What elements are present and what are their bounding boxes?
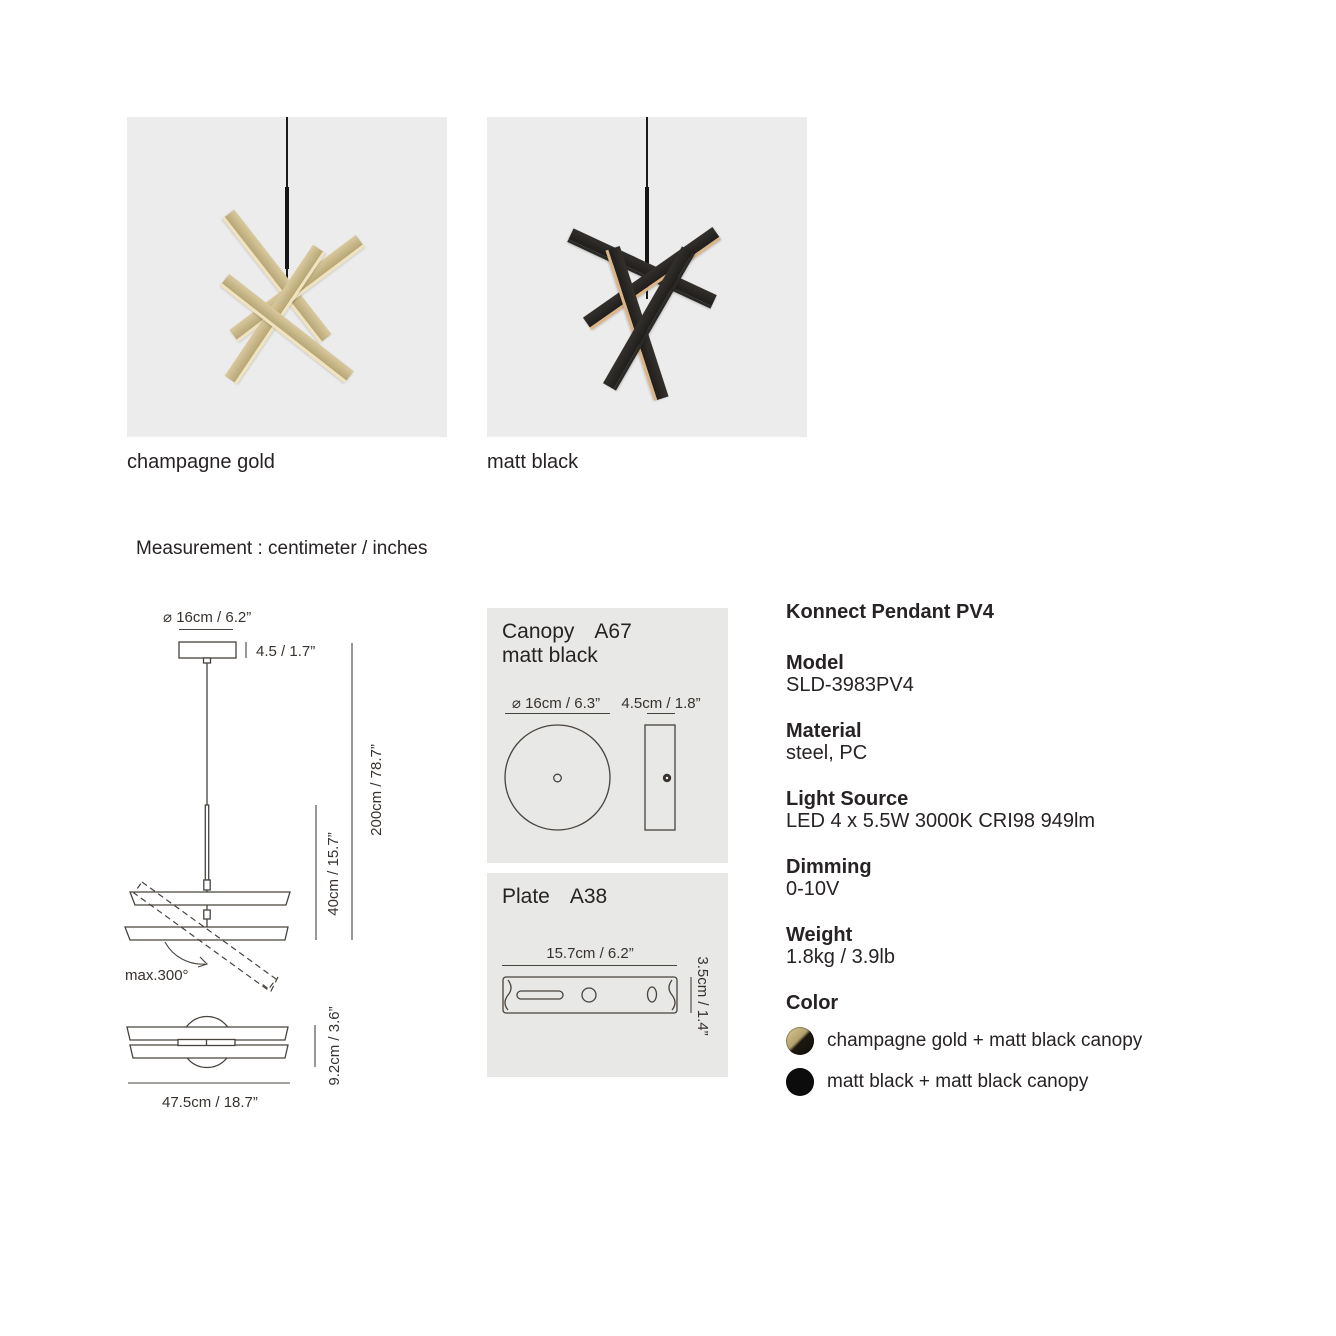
- drop-dimensions: [316, 643, 385, 940]
- pendant-graphic-gold: [127, 117, 447, 437]
- color-option-champagne-gold: [786, 1027, 1256, 1055]
- spec-group-model: [786, 652, 1256, 696]
- color-option-label: champagne gold + matt black canopy: [827, 1030, 1143, 1051]
- pendant-stem: [645, 187, 649, 269]
- spec-label: Dimming: [786, 856, 872, 878]
- product-title: Konnect Pendant PV4: [786, 601, 994, 623]
- spec-column: [786, 601, 1256, 1096]
- spec-value: LED 4 x 5.5W 3000K CRI98 949lm: [786, 810, 1096, 832]
- spec-value: 0-10V: [786, 878, 840, 900]
- plate-code: A38: [569, 885, 608, 908]
- pendant-cable: [646, 117, 648, 189]
- rod-and-bars: [125, 663, 290, 991]
- swatch-champagne-gold: [786, 1027, 814, 1055]
- canopy-height-label: 4.5 / 1.7”: [256, 643, 316, 660]
- pendant-stem: [285, 187, 289, 269]
- spec-value: 1.8kg / 3.9lb: [786, 946, 895, 968]
- finish-label-matt-black: matt black: [487, 451, 579, 473]
- fixture-drop-label: 40cm / 15.7”: [325, 832, 342, 916]
- canopy-subtitle: matt black: [502, 644, 598, 667]
- spec-label: Material: [786, 720, 862, 742]
- fixture-height-label: 9.2cm / 3.6”: [326, 1006, 343, 1086]
- measurement-heading: Measurement : centimeter / inches: [136, 538, 428, 559]
- spec-label: Light Source: [786, 788, 909, 810]
- spec-group-dimming: [786, 856, 1256, 900]
- spec-group-light-source: [786, 788, 1256, 832]
- color-option-label: matt black + matt black canopy: [827, 1071, 1089, 1092]
- pendant-cable: [286, 117, 288, 189]
- color-option-matt-black: [786, 1068, 1256, 1096]
- finish-label-champagne-gold: champagne gold: [127, 451, 275, 473]
- total-drop-label: 200cm / 78.7”: [368, 744, 385, 836]
- bottom-view: [127, 1006, 343, 1111]
- product-photo-matt-black: [487, 117, 807, 437]
- plate-diagram-height: 3.5cm / 1.4”: [694, 956, 711, 1036]
- product-photo-champagne-gold: [127, 117, 447, 437]
- canopy-diagram-diameter: ⌀ 16cm / 6.3”: [511, 695, 601, 712]
- fixture-width-label: 47.5cm / 18.7”: [162, 1094, 258, 1111]
- canopy-code: A67: [594, 620, 632, 643]
- canopy-spec-box: [487, 608, 728, 863]
- spec-label: Weight: [786, 924, 853, 946]
- plate-diagram: [487, 928, 728, 1075]
- rotation-label: max.300°: [125, 967, 189, 984]
- canopy-diameter-label: ⌀ 16cm / 6.2”: [163, 609, 252, 626]
- spec-group-weight: [786, 924, 1256, 968]
- plate-box-title: [502, 885, 607, 909]
- canopy-diagram: [487, 685, 728, 850]
- plate-spec-box: [487, 873, 728, 1077]
- spec-label: Model: [786, 652, 844, 674]
- dimension-drawing: [110, 600, 410, 1120]
- plate-diagram-width: 15.7cm / 6.2”: [546, 945, 634, 962]
- color-heading: Color: [786, 992, 839, 1014]
- pendant-graphic-black: [487, 117, 807, 437]
- canopy-title-text: Canopy: [502, 620, 575, 643]
- color-section: [786, 992, 1256, 1096]
- canopy-diagram-height: 4.5cm / 1.8”: [621, 695, 701, 712]
- canopy-side-view: [163, 609, 315, 663]
- swatch-matt-black: [786, 1068, 814, 1096]
- spec-value: steel, PC: [786, 742, 868, 764]
- plate-title-text: Plate: [502, 885, 550, 908]
- spec-group-material: [786, 720, 1256, 764]
- spec-value: SLD-3983PV4: [786, 674, 914, 696]
- canopy-box-title: [502, 620, 632, 668]
